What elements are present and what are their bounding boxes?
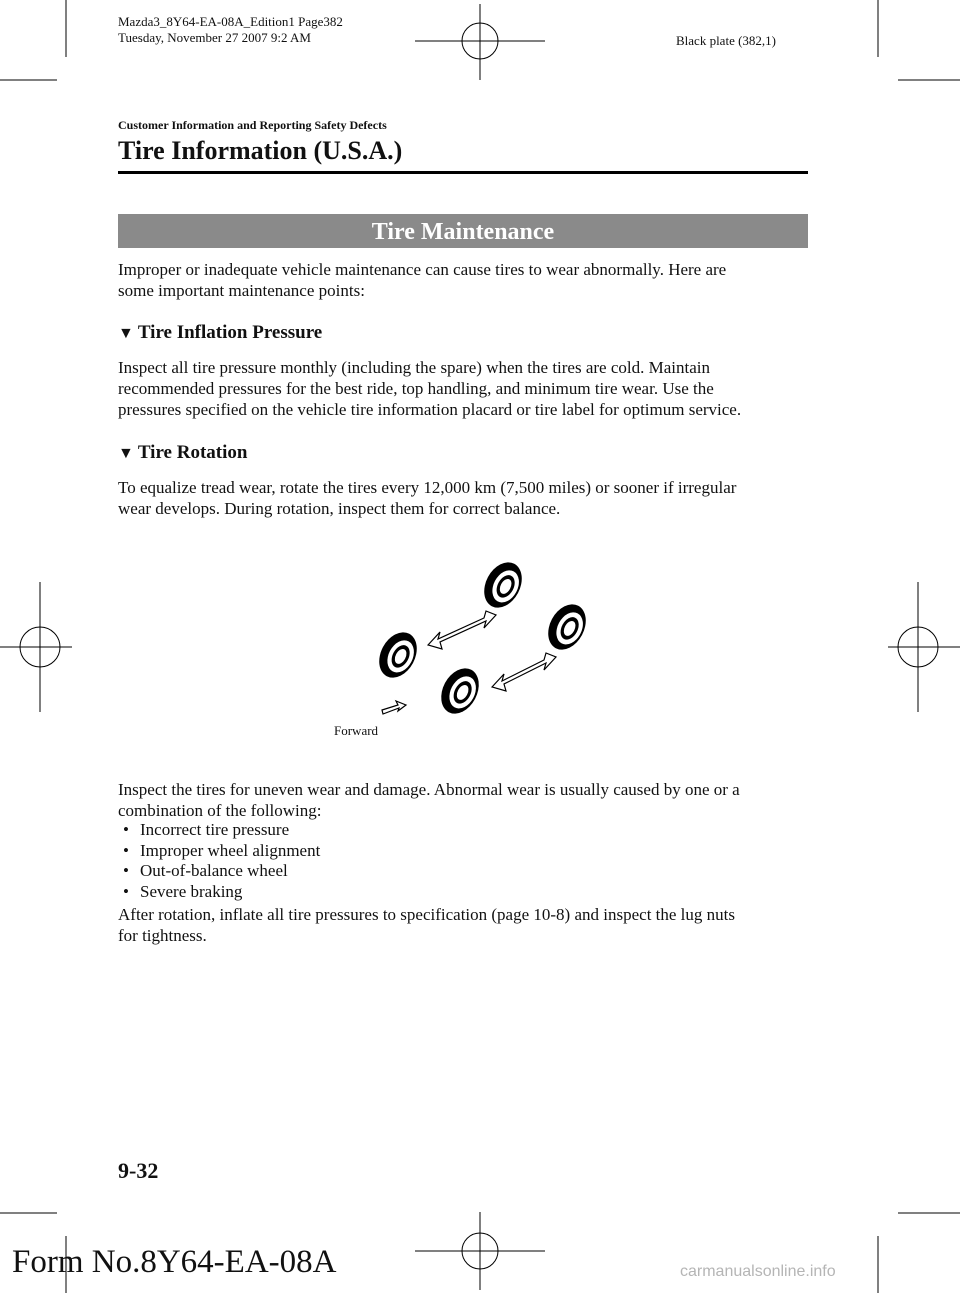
bullet-icon: • xyxy=(123,840,129,860)
inflation-heading-text: Tire Inflation Pressure xyxy=(137,322,323,343)
list-item: • Severe braking xyxy=(123,881,243,901)
inflation-line: recommended pressures for the best ride, top handling, and minimum tire wear. Use the xyxy=(118,379,714,398)
watermark: carmanualsonline.info xyxy=(680,1263,836,1280)
tire-icon xyxy=(541,598,594,656)
rotation-heading-text: Tire Rotation xyxy=(137,442,248,463)
list-item: • Out-of-balance wheel xyxy=(123,861,288,880)
inspect-paragraph xyxy=(118,779,813,821)
triangle-down-icon: ▼ xyxy=(118,445,134,462)
plate-label: Black plate (382,1) xyxy=(676,33,776,48)
tire-rotation-diagram xyxy=(320,555,600,745)
after-line: After rotation, inflate all tire pressures to specification (page 10-8) and inspect the lug nuts xyxy=(118,905,735,924)
tire-icon xyxy=(372,626,425,684)
list-item: • Incorrect tire pressure xyxy=(123,820,290,839)
section-label: Customer Information and Reporting Safety Defects xyxy=(118,118,387,132)
cause-list xyxy=(123,820,320,902)
bullet-icon: • xyxy=(123,881,129,901)
intro-paragraph xyxy=(118,259,813,301)
after-line: for tightness. xyxy=(118,926,207,945)
inflation-paragraph xyxy=(118,357,813,420)
double-arrow-icon xyxy=(428,611,496,649)
section-banner: Tire Maintenance xyxy=(118,214,808,248)
intro-line: Improper or inadequate vehicle maintenance can cause tires to wear abnormally. Here are xyxy=(118,260,727,279)
rotation-line: To equalize tread wear, rotate the tires every 12,000 km (7,500 miles) or sooner if irregular xyxy=(118,478,737,497)
double-arrow-icon xyxy=(492,653,556,691)
inflation-heading xyxy=(118,322,322,344)
chapter-title: Tire Information (U.S.A.) xyxy=(118,136,403,165)
print-metadata xyxy=(118,14,343,46)
forward-label: Forward xyxy=(334,723,379,738)
tire-icon xyxy=(477,556,530,614)
forward-arrow-icon xyxy=(382,701,406,714)
after-rotation-paragraph xyxy=(118,904,813,946)
header-rule xyxy=(118,171,808,174)
list-item: • Improper wheel alignment xyxy=(123,840,321,860)
inspect-line: Inspect the tires for uneven wear and damage. Abnormal wear is usually caused by one or a xyxy=(118,780,740,799)
triangle-down-icon: ▼ xyxy=(118,325,134,342)
tire-icon xyxy=(434,662,487,720)
intro-line: some important maintenance points: xyxy=(118,281,365,300)
inflation-line: pressures specified on the vehicle tire information placard or tire label for optimum service. xyxy=(118,400,742,419)
form-number: Form No.8Y64-EA-08A xyxy=(12,1244,337,1280)
bullet-icon: • xyxy=(123,820,129,839)
print-meta-line-1: Mazda3_8Y64-EA-08A_Edition1 Page382 xyxy=(118,14,343,29)
bullet-icon: • xyxy=(123,861,129,880)
inspect-line: combination of the following: xyxy=(118,801,322,820)
inflation-line: Inspect all tire pressure monthly (including the spare) when the tires are cold. Maintain xyxy=(118,358,710,377)
page-number: 9-32 xyxy=(118,1158,159,1183)
rotation-heading xyxy=(118,442,247,464)
print-meta-line-2: Tuesday, November 27 2007 9:2 AM xyxy=(118,30,311,45)
rotation-line: wear develops. During rotation, inspect them for correct balance. xyxy=(118,499,561,518)
rotation-paragraph xyxy=(118,477,813,519)
